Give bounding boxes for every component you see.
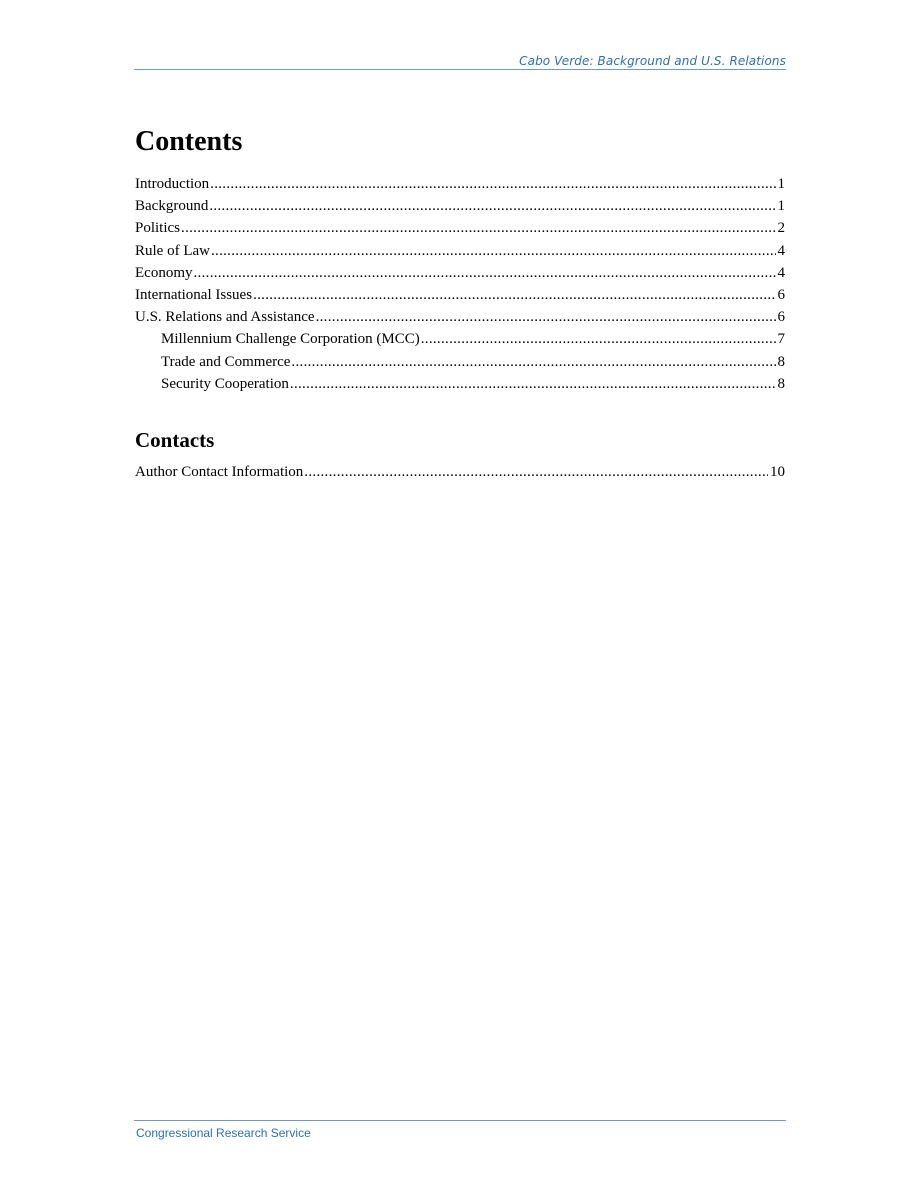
toc-entry-page: 6 <box>777 309 785 326</box>
contacts-list <box>135 461 785 483</box>
toc-entry-label: International Issues <box>135 286 253 303</box>
toc-entry-us-relations[interactable] <box>135 306 785 328</box>
dot-leader <box>253 284 775 306</box>
toc-entry-label: Security Cooperation <box>161 375 289 392</box>
toc-entry-page: 4 <box>777 264 785 281</box>
dot-leader <box>194 262 776 284</box>
toc-entry-international-issues[interactable] <box>135 284 785 306</box>
toc-entry-page: 8 <box>777 375 785 392</box>
toc-entry-label: Millennium Challenge Corporation (MCC) <box>161 331 420 348</box>
dot-leader <box>211 240 776 262</box>
toc-entry-background[interactable] <box>135 195 785 217</box>
publisher-name: Congressional Research Service <box>136 1126 311 1140</box>
toc-entry-security-cooperation[interactable] <box>135 373 785 395</box>
toc-entry-page: 1 <box>777 198 785 215</box>
toc-entry-page: 4 <box>777 242 785 259</box>
toc-entry-page: 2 <box>777 220 785 237</box>
dot-leader <box>181 217 775 239</box>
toc-entry-label: Rule of Law <box>135 242 210 259</box>
dot-leader <box>290 373 776 395</box>
contents-heading: Contents <box>135 126 243 157</box>
toc-entry-page: 1 <box>777 176 785 192</box>
toc-entry-label: Introduction <box>135 176 210 192</box>
toc-entry-author-contact[interactable] <box>135 461 785 483</box>
toc-entry-label: Author Contact Information <box>135 464 304 480</box>
dot-leader <box>210 173 775 195</box>
toc-entry-label: Trade and Commerce <box>161 353 291 370</box>
dot-leader <box>291 351 775 373</box>
dot-leader <box>304 461 768 483</box>
toc-entry-introduction[interactable] <box>135 173 785 195</box>
toc-entry-label: Economy <box>135 264 193 281</box>
toc-entry-rule-of-law[interactable] <box>135 240 785 262</box>
contacts-heading: Contacts <box>135 428 215 452</box>
toc-entry-economy[interactable] <box>135 262 785 284</box>
toc-entry-trade-and-commerce[interactable] <box>135 351 785 373</box>
toc-entry-page: 6 <box>777 286 785 303</box>
running-footer <box>134 1120 786 1142</box>
toc-entry-page: 7 <box>777 331 785 348</box>
toc-entry-label: Background <box>135 198 209 215</box>
dot-leader <box>421 328 776 350</box>
toc-entry-mcc[interactable] <box>135 328 785 350</box>
contents-list <box>135 173 785 395</box>
running-header <box>134 52 786 70</box>
dot-leader <box>316 306 776 328</box>
dot-leader <box>209 195 775 217</box>
report-title: Cabo Verde: Background and U.S. Relations <box>519 54 786 68</box>
toc-entry-page: 8 <box>777 353 785 370</box>
toc-entry-label: U.S. Relations and Assistance <box>135 309 315 326</box>
toc-entry-page: 10 <box>770 464 785 480</box>
toc-entry-politics[interactable] <box>135 217 785 239</box>
toc-entry-label: Politics <box>135 220 181 237</box>
